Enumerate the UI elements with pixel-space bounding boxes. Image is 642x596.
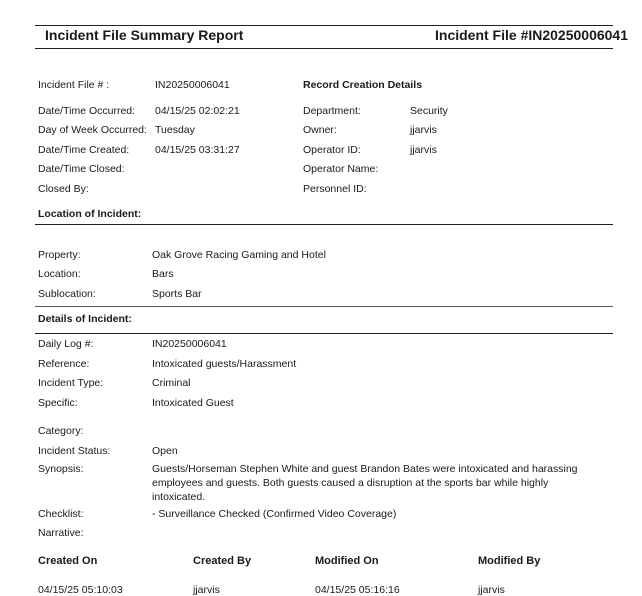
reference-value: Intoxicated guests/Harassment [152,358,297,370]
property-value: Oak Grove Racing Gaming and Hotel [152,249,326,261]
location-section-rule [35,224,613,225]
owner-value: jjarvis [410,124,437,136]
personnel-id-label: Personnel ID: [303,183,367,195]
created-by-header: Created By [193,555,252,567]
reference-label: Reference: [38,358,90,370]
modified-on-value: 04/15/25 05:16:16 [315,584,400,596]
specific-label: Specific: [38,397,78,409]
department-label: Department: [303,105,361,117]
modified-by-header: Modified By [478,555,541,567]
category-label: Category: [38,425,84,437]
incident-status-label: Incident Status: [38,445,111,457]
created-on-header: Created On [38,555,98,567]
details-section-title: Details of Incident: [38,313,132,325]
incident-type-label: Incident Type: [38,377,104,389]
closed-by-label: Closed By: [38,183,89,195]
file-number-value: IN20250006041 [155,79,230,91]
narrative-label: Narrative: [38,527,84,539]
header-top-rule [35,25,613,26]
synopsis-text: Guests/Horseman Stephen White and guest Brandon Bates were intoxicated and harassing employees and guests. Both guests caused a disruption at the sports bar while highly intoxicated. [152,463,578,503]
incident-file-ref: Incident File #IN20250006041 [435,27,628,43]
incident-status-value: Open [152,445,178,457]
sublocation-value: Sports Bar [152,288,202,300]
created-label: Date/Time Created: [38,144,130,156]
daily-log-label: Daily Log #: [38,338,94,350]
created-on-value: 04/15/25 05:10:03 [38,584,123,596]
property-label: Property: [38,249,81,261]
specific-value: Intoxicated Guest [152,397,234,409]
sublocation-label: Sublocation: [38,288,96,300]
closed-label: Date/Time Closed: [38,163,125,175]
day-of-week-value: Tuesday [155,124,195,136]
details-section-rule [35,333,613,334]
modified-on-header: Modified On [315,555,379,567]
operator-id-value: jjarvis [410,144,437,156]
checklist-value: - Surveillance Checked (Confirmed Video Coverage) [152,508,397,520]
modified-by-value: jjarvis [478,584,505,596]
location-section-title: Location of Incident: [38,208,142,220]
department-value: Security [410,105,448,117]
record-creation-title: Record Creation Details [303,79,423,91]
file-number-label: Incident File # : [38,79,110,91]
checklist-label: Checklist: [38,508,84,520]
day-of-week-label: Day of Week Occurred: [38,124,147,136]
location-value: Bars [152,268,174,280]
operator-id-label: Operator ID: [303,144,361,156]
location-label: Location: [38,268,81,280]
operator-name-label: Operator Name: [303,163,379,175]
daily-log-value: IN20250006041 [152,338,227,350]
details-top-rule [35,306,613,307]
created-value: 04/15/25 03:31:27 [155,144,240,156]
created-by-value: jjarvis [193,584,220,596]
header-bottom-rule [35,48,613,49]
report-title: Incident File Summary Report [45,27,244,43]
synopsis-label: Synopsis: [38,463,84,475]
owner-label: Owner: [303,124,337,136]
incident-type-value: Criminal [152,377,191,389]
occurred-value: 04/15/25 02:02:21 [155,105,240,117]
occurred-label: Date/Time Occurred: [38,105,136,117]
